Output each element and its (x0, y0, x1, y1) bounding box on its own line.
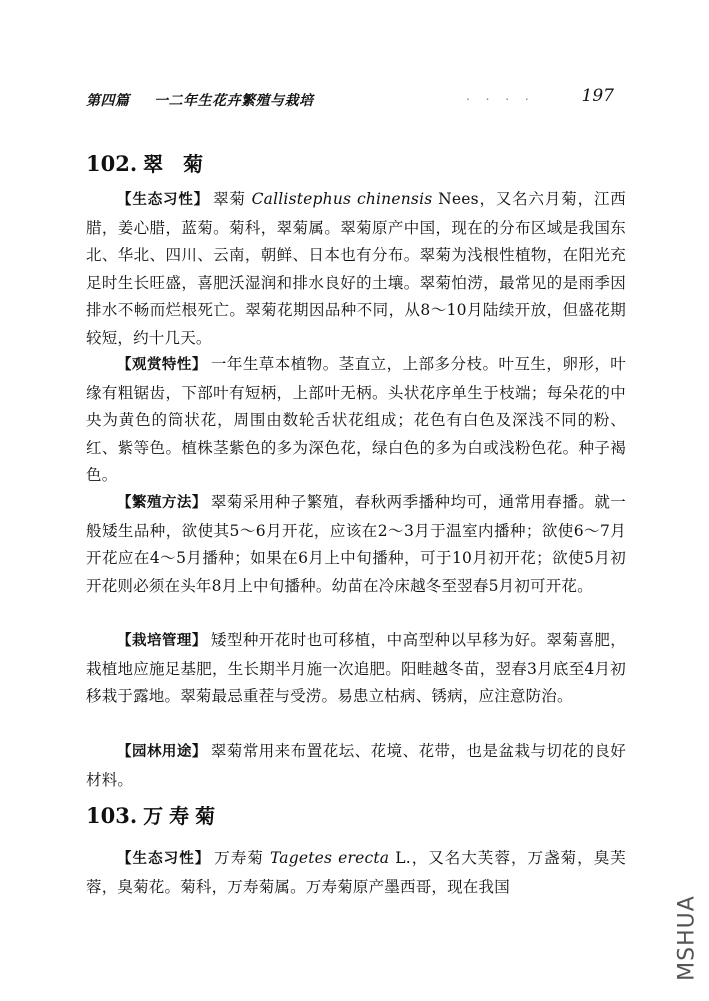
paragraph-text: 一年生草本植物。茎直立，上部多分枝。叶互生，卵形，叶缘有粗锯齿，下部叶有短柄，上部叶无柄。头状花序单生于枝端；每朵花的中央为黄色的筒状花，周围由数轮舌状花组成；花色有白色及深浅不同的粉、红、紫等色。植株茎紫色的多为深色花，绿白色的多为白或浅粉色花。种子褐色。 (86, 355, 627, 485)
paragraph-text: 翠菊采用种子繁殖，春秋两季播种均可，通常用春播。就一般矮生品种，欲使其5～6月开花，应该在2～3月于温室内播种；欲使6～7月开花应在4～5月播种；如果在6月上中旬播种，可于10月初开花；欲使5月初开花则必须在头年8月上中旬播种。幼苗在冷床越冬至翌春5月初可开花。 (86, 493, 627, 595)
entry-number: 103. (86, 803, 138, 828)
paragraph-text-after: L.，又名大芙蓉，万盏菊，臭芙蓉，臭菊花。菊科，万寿菊属。万寿菊原产墨西哥，现在我国 (86, 849, 626, 896)
paragraph-landscape-use (86, 738, 626, 794)
paragraph-ornamental (86, 351, 626, 490)
watermark-text: MSHUA (674, 895, 700, 981)
latin-name: Callistephus chinensis (251, 190, 433, 208)
header-leader-dots: . . . . (466, 89, 535, 103)
paragraph-text-before: 万寿菊 (214, 849, 264, 867)
entry-number: 102. (86, 151, 138, 176)
entry-title-102 (86, 148, 223, 177)
header-section: 第四篇 (86, 93, 130, 109)
header-chapter-title: 一二年生花卉繁殖与栽培 (154, 93, 314, 109)
paragraph-text: 翠菊常用来布置花坛、花境、花带，也是盆栽与切花的良好材料。 (86, 742, 627, 789)
paragraph-propagation (86, 489, 626, 600)
paragraph-text-after: Nees，又名六月菊，江西腊，姜心腊，蓝菊。菊科，翠菊属。翠菊原产中国，现在的分布区域是我国东北、华北、四川、云南，朝鲜、日本也有分布。翠菊为浅根性植物，在阳光充足时生长旺盛，喜肥沃湿润和排水良好的土壤。翠菊怕涝，最常见的是雨季因排水不畅而烂根死亡。翠菊花期因品种不同，从8～10月陆续开放，但盛花期较短，约十几天。 (86, 190, 626, 347)
paragraph-label: 【栽培管理】 (117, 633, 207, 649)
entry-title-103 (86, 800, 221, 829)
paragraph-ecology (86, 186, 626, 353)
paragraph-label: 【繁殖方法】 (117, 495, 207, 511)
paragraph-ecology (86, 845, 626, 901)
entry-name: 万寿菊 (143, 804, 222, 828)
paragraph-text-before: 翠菊 (213, 190, 246, 208)
watermark (672, 878, 702, 998)
entry-name: 翠菊 (143, 152, 224, 176)
paragraph-label: 【园林用途】 (117, 744, 207, 760)
paragraph-text: 矮型种开花时也可移植，中高型种以早移为好。翠菊喜肥，栽植地应施足基肥，生长期半月施一次追肥。阳畦越冬苗，翌春3月底至4月初移栽于露地。翠菊最忌重茬与受涝。易患立枯病、锈病，应注意防治。 (86, 631, 627, 706)
paragraph-label: 【生态习性】 (117, 851, 211, 867)
page-number: 197 (581, 86, 614, 106)
paragraph-cultivation (86, 627, 626, 711)
paragraph-label: 【生态习性】 (117, 192, 210, 208)
running-header (86, 88, 614, 112)
paragraph-label: 【观赏特性】 (117, 357, 207, 373)
latin-name: Tagetes erecta (269, 849, 390, 867)
